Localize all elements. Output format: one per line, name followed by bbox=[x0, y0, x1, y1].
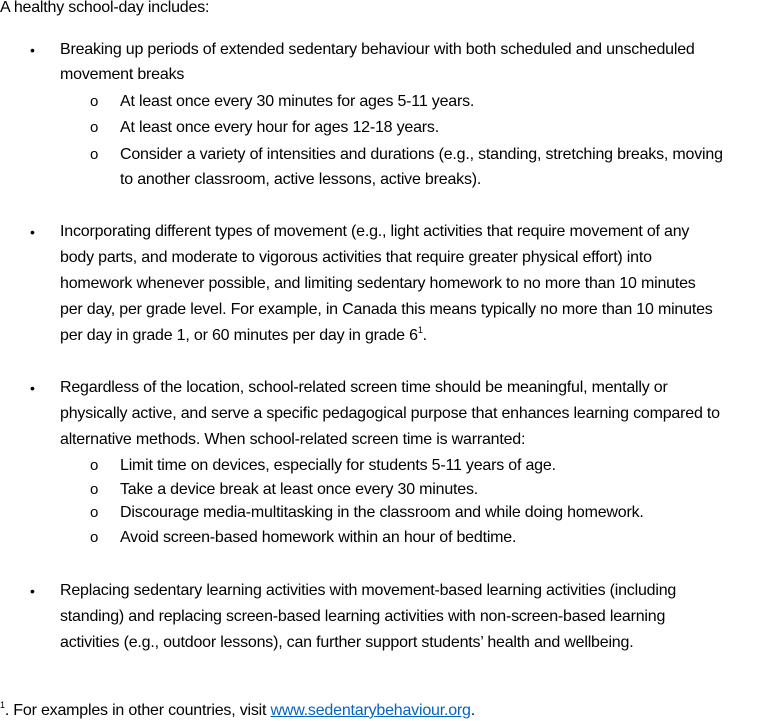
bullet-4-line-3: activities (e.g., outdoor lessons), can further support students’ health and wellbeing. bbox=[60, 634, 634, 651]
bullet-3-sub-3-marker: o bbox=[90, 504, 99, 521]
bullet-3-sub-1: Limit time on devices, especially for students 5-11 years of age. bbox=[120, 457, 556, 474]
bullet-3-sub-4-marker: o bbox=[90, 529, 99, 546]
footnote-number: 1 bbox=[0, 699, 5, 710]
bullet-4-marker: • bbox=[30, 583, 35, 599]
bullet-4-line-2: standing) and replacing screen-based learning activities with non-screen-based learning bbox=[60, 608, 666, 625]
bullet-3-sub-3: Discourage media-multitasking in the classroom and while doing homework. bbox=[120, 504, 644, 521]
bullet-3-marker: • bbox=[30, 380, 35, 396]
intro-heading: A healthy school-day includes: bbox=[0, 0, 210, 16]
footnote bbox=[0, 701, 475, 721]
footnote-text: . For examples in other countries, visit bbox=[4, 702, 271, 719]
bullet-4-line-1: Replacing sedentary learning activities with movement-based learning activities (including bbox=[60, 582, 677, 599]
bullet-1-marker: • bbox=[30, 42, 35, 58]
bullet-1-sub-1: At least once every 30 minutes for ages 5-11 years. bbox=[120, 93, 475, 110]
bullet-2-line-5-text: per day in grade 1, or 60 minutes per day in grade 6 bbox=[60, 327, 418, 344]
bullet-1-line-1: Breaking up periods of extended sedentary behaviour with both scheduled and unscheduled bbox=[60, 41, 695, 58]
bullet-2-line-1: Incorporating different types of movement (e.g., light activities that require movement of any bbox=[60, 223, 690, 240]
footnote-link[interactable]: www.sedentarybehaviour.org bbox=[270, 702, 471, 719]
bullet-1-line-2: movement breaks bbox=[60, 66, 185, 83]
footnote-ref-1: 1 bbox=[417, 324, 423, 335]
bullet-3-sub-2: Take a device break at least once every 30 minutes. bbox=[120, 481, 479, 498]
bullet-3-line-2: physically active, and serve a specific pedagogical purpose that enhances learning compared to bbox=[60, 405, 720, 422]
footnote-end: . bbox=[470, 702, 476, 719]
bullet-1-sub-3-marker: o bbox=[90, 146, 99, 163]
bullet-1-sub-2: At least once every hour for ages 12-18 years. bbox=[120, 119, 439, 136]
bullet-1-sub-1-marker: o bbox=[90, 93, 99, 110]
bullet-1-sub-3-line-1: Consider a variety of intensities and durations (e.g., standing, stretching breaks, moving bbox=[120, 146, 723, 163]
bullet-3-sub-4: Avoid screen-based homework within an hour of bedtime. bbox=[120, 529, 517, 546]
bullet-1-sub-2-marker: o bbox=[90, 119, 99, 136]
bullet-1-sub-3-line-2: to another classroom, active lessons, active breaks). bbox=[120, 171, 482, 188]
bullet-2-line-3: homework whenever possible, and limiting sedentary homework to no more than 10 minutes bbox=[60, 275, 696, 292]
bullet-3-sub-1-marker: o bbox=[90, 457, 99, 474]
bullet-2-line-4: per day, per grade level. For example, in Canada this means typically no more than 10 minutes bbox=[60, 301, 713, 318]
bullet-2-line-5-end: . bbox=[422, 327, 427, 344]
bullet-3-sub-2-marker: o bbox=[90, 481, 99, 498]
bullet-3-line-3: alternative methods. When school-related screen time is warranted: bbox=[60, 431, 526, 448]
bullet-2-marker: • bbox=[30, 224, 35, 240]
bullet-2-line-5 bbox=[60, 326, 427, 346]
bullet-2-line-2: body parts, and moderate to vigorous activities that require greater physical effort) into bbox=[60, 249, 652, 266]
bullet-3-line-1: Regardless of the location, school-related screen time should be meaningful, mentally or bbox=[60, 379, 668, 396]
